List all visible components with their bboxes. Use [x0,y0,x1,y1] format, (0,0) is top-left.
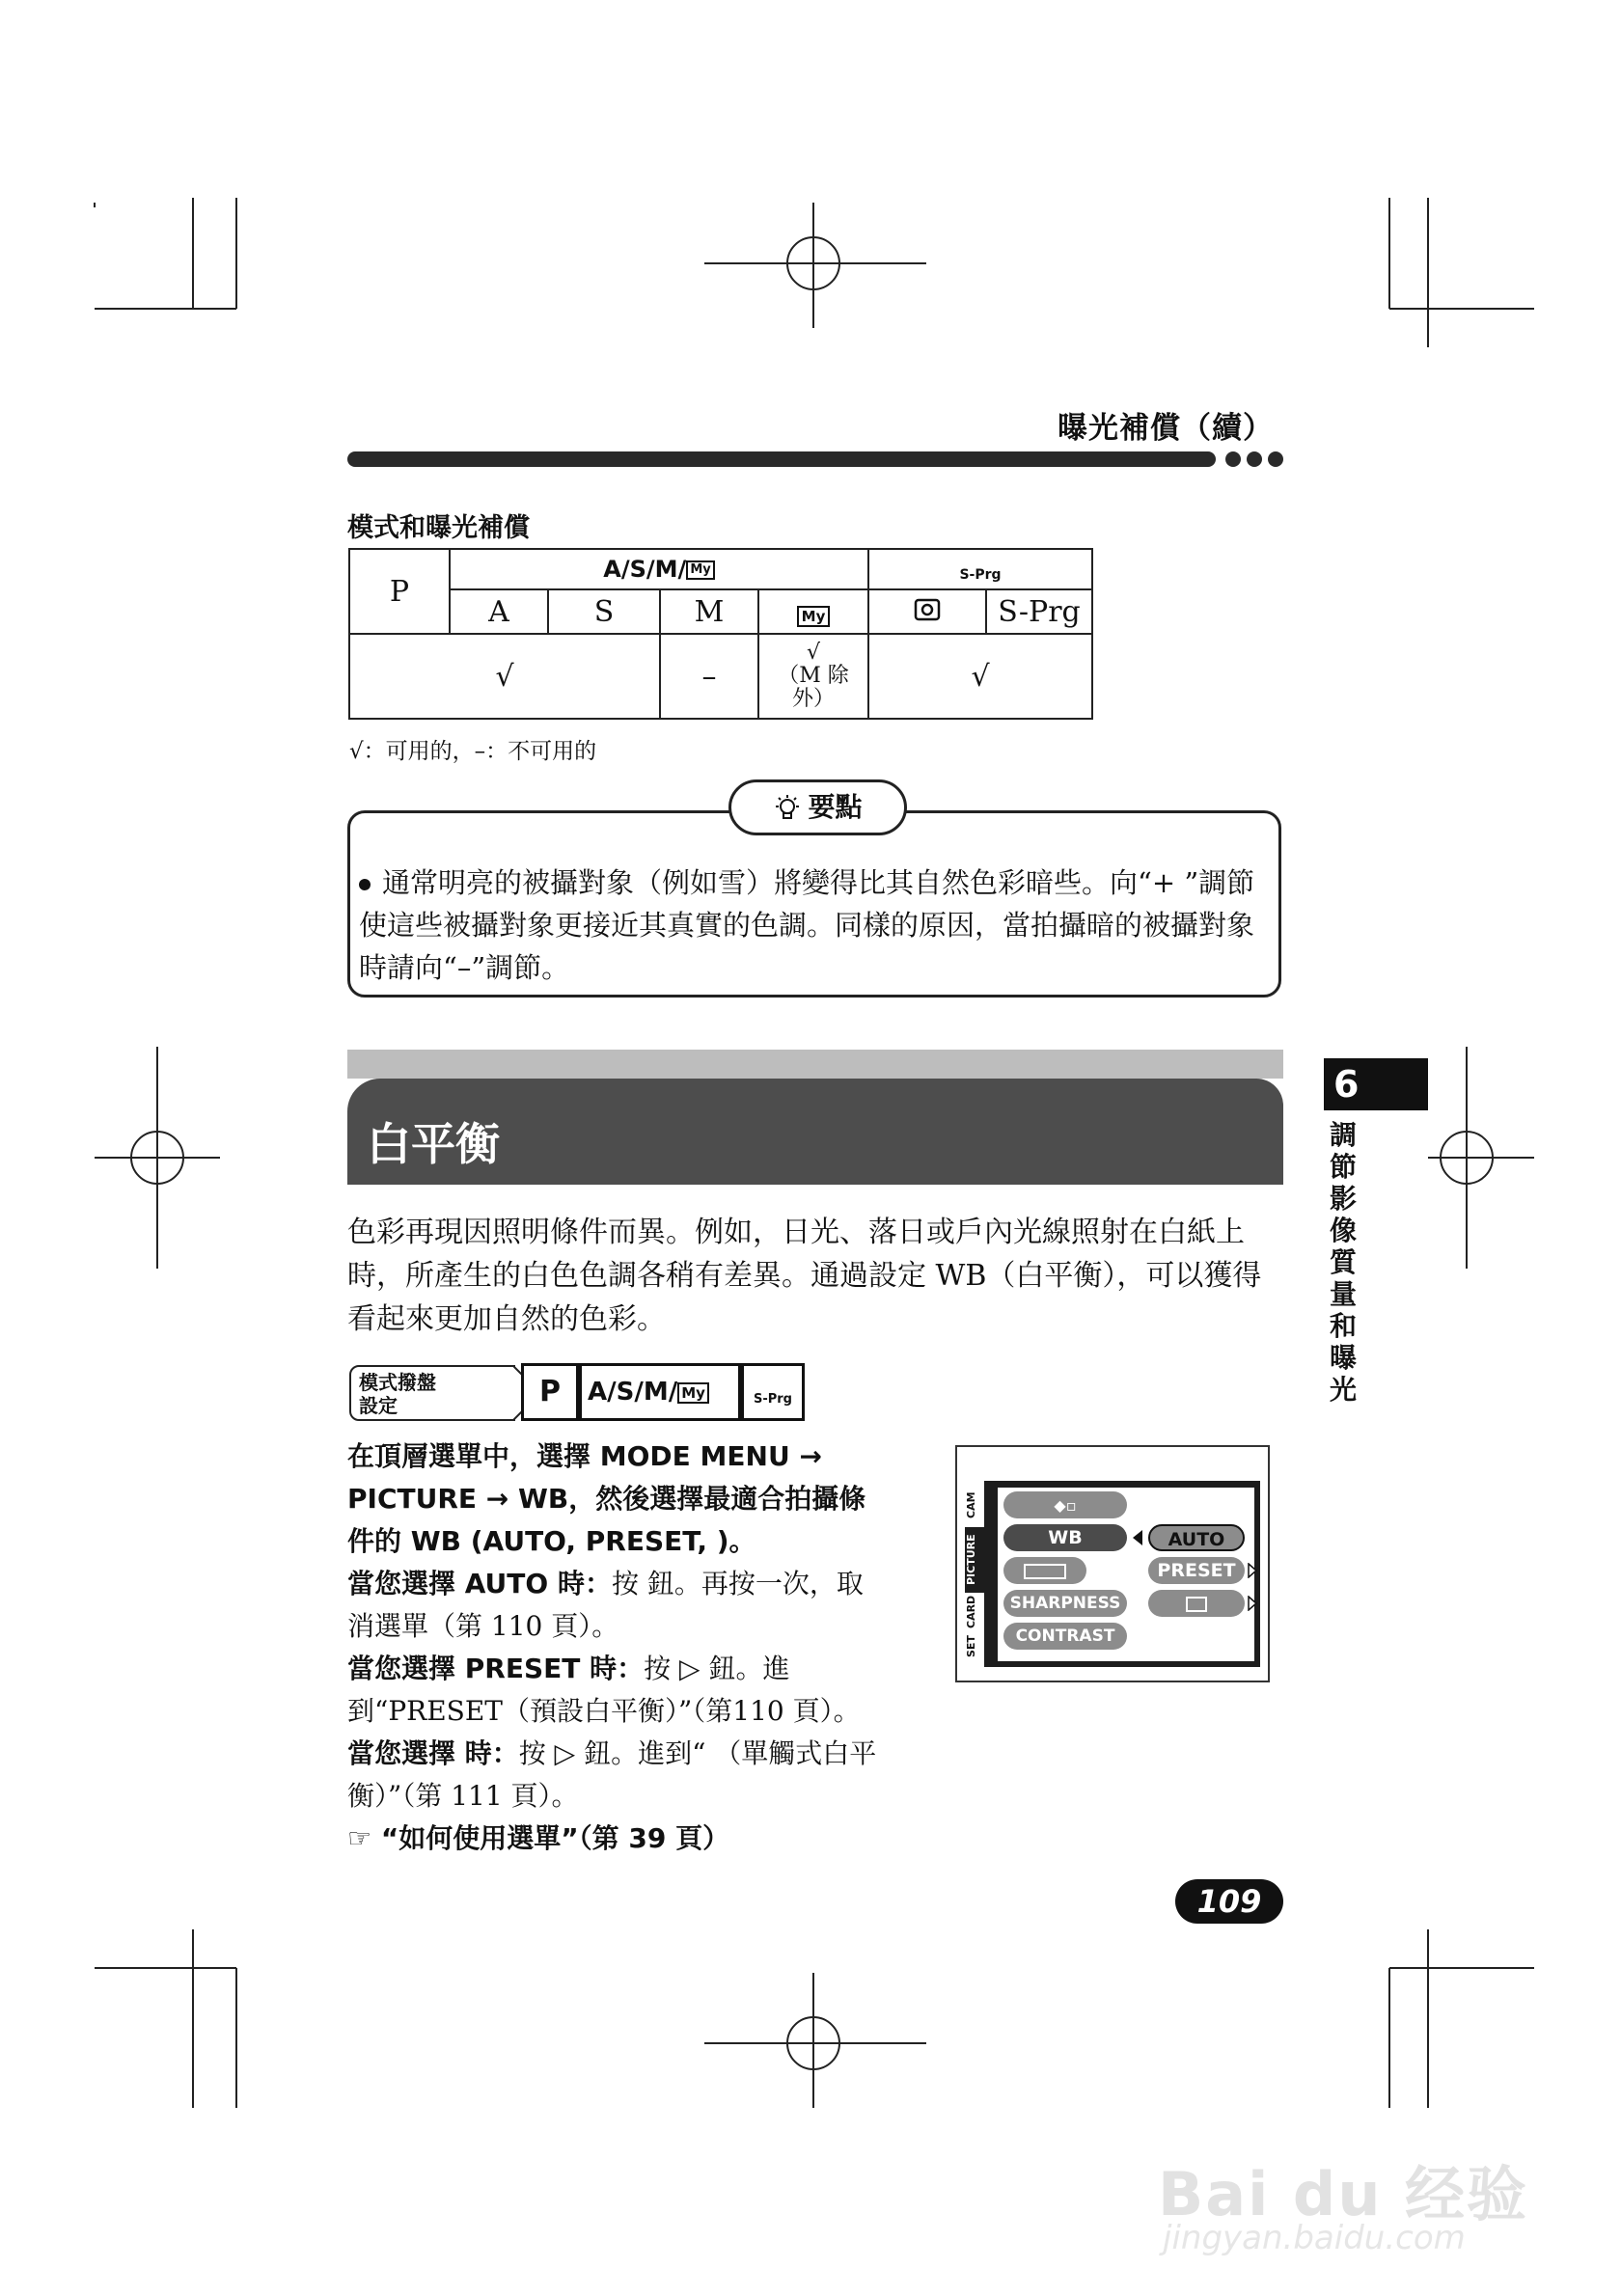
sub-a: A [450,589,548,634]
instruction-preset [347,1648,888,1733]
col-p: P [349,549,450,634]
header-dot [1225,451,1241,467]
instruction-ref [347,1818,888,1860]
tab-picture[interactable]: PICTURE [965,1527,984,1593]
sub-m: M [660,589,758,634]
tip-label-text: 要點 [808,791,863,823]
group-sprg [868,549,1092,589]
scene-icon [914,596,941,621]
sub-sprg: S-Prg [986,589,1092,634]
af-mode-icon [1024,1564,1066,1579]
menu-item-sharpness[interactable]: SHARPNESS [1003,1590,1127,1617]
mode-dial-label-line2: 設定 [359,1394,398,1417]
option-preset[interactable]: PRESET [1148,1557,1245,1584]
cell-asm-check: √ [349,634,660,719]
instruction-onetouch-head: 當您選擇 時： [347,1737,519,1769]
option-one-touch[interactable] [1148,1590,1245,1617]
mode-dial-label-line1: 模式撥盤 [359,1371,436,1394]
pointing-hand-icon: ☞ [347,1822,381,1854]
instruction-ref-text: “如何使用選單”（第 39 頁） [380,1822,730,1854]
my-icon: My [677,1382,709,1404]
tab-card[interactable]: CARD [965,1595,977,1629]
mode-p: P [521,1363,579,1421]
header-dot [1268,451,1283,467]
header-dot [1247,451,1262,467]
tab-cam[interactable]: CAM [965,1491,977,1518]
instructions [347,1435,888,1860]
option-auto[interactable]: AUTO [1148,1524,1245,1551]
bullet-icon [359,879,371,890]
page-number: 109 [1175,1879,1283,1924]
group-asm [450,549,868,589]
instruction-auto-head: 當您選擇 AUTO 時： [347,1568,612,1599]
instruction-preset-head: 當您選擇 PRESET 時： [347,1653,645,1684]
menu-item-af-mode[interactable] [1003,1557,1086,1584]
sub-scene-icon [868,589,986,634]
mode-dial-label [349,1365,515,1421]
section-title: 白平衡 [367,1118,500,1170]
instruction-auto [347,1563,888,1648]
quality-icon: ◆▫ [1054,1496,1077,1515]
menu-item-wb[interactable]: WB [1003,1524,1127,1551]
tab-set[interactable]: SET [965,1635,977,1658]
mode-asm-label: A/S/M/ [588,1378,678,1407]
my-icon: My [797,606,831,627]
one-touch-wb-icon [1186,1597,1207,1612]
menu-item-contrast[interactable]: CONTRAST [1003,1623,1127,1650]
section-intro: 色彩再現因照明條件而異。例如，日光、落日或戶內光線照射在白紙上時，所產生的白色色調各稍有差異。通過設定 WB（白平衡），可以獲得看起來更加自然的色彩。 [347,1216,1262,1336]
instruction-main: 在頂層選單中，選擇 MODE MENU → PICTURE → WB，然後選擇最適合拍攝條件的 WB (AUTO, PRESET, )。 [347,1440,866,1557]
table-title: 模式和曝光補償 [347,513,530,543]
group-asm-label: A/S/M/ [603,556,687,583]
instruction-onetouch-body: 按 ▷ 鈕。進到“ （單觸式白平衡）”（第 111 頁）。 [347,1737,877,1812]
tip-text [359,861,1276,989]
selection-arrow-icon [1131,1528,1144,1547]
mode-table [348,548,1093,720]
header-rule [347,451,1216,467]
instruction-preset-body: 按 ▷ 鈕。進到“PRESET（預設白平衡）”（第110 頁）。 [347,1653,861,1727]
chapter-number: 6 [1324,1058,1428,1110]
watermark-logo: Bai du 经验 [1158,2159,1529,2229]
submenu-arrow-icon [1247,1596,1258,1611]
sub-s: S [548,589,660,634]
cell-m-dash: – [660,634,758,719]
cell-sprg-check: √ [868,634,1092,719]
chapter-title: 調節影像質量和曝光 [1329,1119,1357,1406]
menu-item-quality[interactable] [1003,1491,1127,1518]
tip-label [728,779,907,835]
tip-body: 通常明亮的被攝對象（例如雪）將變得比其自然色彩暗些。向“+ ”調節使這些被攝對象更接近其真實的色調。同樣的原因，當拍攝暗的被攝對象時請向“–”調節。 [359,866,1255,984]
mode-asm [579,1363,741,1421]
cell-my-check: √ （M 除 外） [758,634,868,719]
lightbulb-icon [773,794,802,823]
mode-sprg: S-Prg [741,1363,805,1421]
sub-my [758,589,868,634]
my-icon: My [686,560,714,580]
submenu-arrow-icon [1247,1563,1258,1578]
table-legend-note: √：可用的，–：不可用的 [349,739,597,764]
instruction-auto-body: 按 鈕。再按一次，取消選單（第 110 頁）。 [347,1568,864,1642]
section-band [347,1050,1283,1079]
instruction-onetouch [347,1733,888,1818]
sprg-icon: S-Prg [959,566,1002,583]
watermark-url: jingyan.baidu.com [1163,2219,1466,2257]
running-header-title: 曝光補償（續） [1058,411,1274,446]
